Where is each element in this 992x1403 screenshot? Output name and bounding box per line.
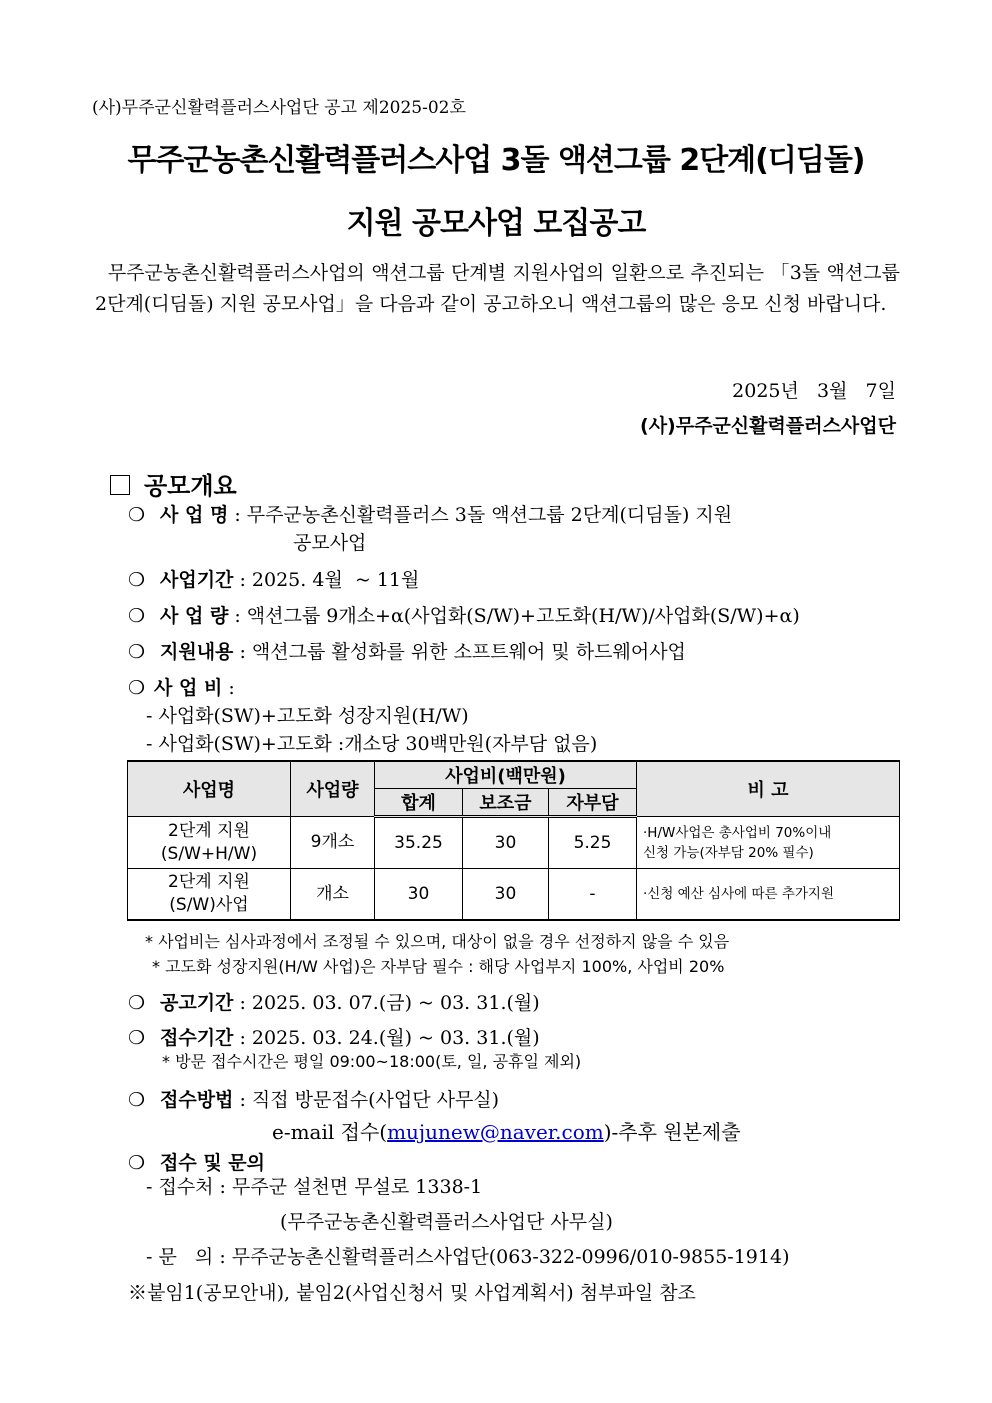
item-value: 2025. 03. 24.(월) ~ 03. 31.(월)	[251, 1027, 540, 1049]
item-label: 지원내용	[160, 641, 234, 663]
header-total: 합계	[375, 789, 463, 817]
bullet-icon: ❍	[128, 504, 146, 526]
item-value: 액션그룹 9개소+α(사업화(S/W)+고도화(H/W)/사업화(S/W)+α)	[246, 605, 800, 627]
cell-name-line1: 2단계 지원	[168, 820, 250, 841]
contact-inquiry: - 문 의 : 무주군농촌신활력플러스사업단(063-322-0996/010-9855-1914)	[146, 1246, 790, 1268]
table-row	[128, 869, 900, 921]
footnote-1: * 사업비는 심사과정에서 조정될 수 있으며, 대상이 없을 경우 선정하지 않을 수 있음	[145, 932, 730, 951]
colon: :	[239, 1027, 246, 1049]
table-row	[128, 817, 900, 869]
item-announce-period	[128, 988, 540, 1015]
cell-name-line2: (S/W+H/W)	[160, 843, 258, 864]
budget-sub1: - 사업화(SW)+고도화 성장지원(H/W)	[146, 705, 469, 727]
intro-text: 무주군농촌신활력플러스사업의 액션그룹 단계별 지원사업의 일환으로 추진되는 「3돌 액션그룹 2단계(디딤돌) 지원 공모사업」을 다음과 같이 공고하오니 액션그룹의 많은 응모 신청 바랍니다.	[95, 262, 900, 315]
item-content	[128, 637, 686, 664]
colon: :	[239, 992, 246, 1014]
budget-sub2: - 사업화(SW)+고도화 :개소당 30백만원(자부담 없음)	[146, 733, 598, 755]
item-value: 직접 방문접수(사업단 사무실)	[251, 1089, 500, 1111]
header-self: 자부담	[549, 789, 637, 817]
colon: :	[239, 569, 246, 591]
header-name: 사업명	[128, 761, 291, 817]
bullet-icon: ❍	[128, 1152, 146, 1174]
header-cost: 사업비(백만원)	[375, 761, 637, 789]
cell-subsidy: 30	[463, 817, 549, 869]
intro-paragraph	[95, 258, 900, 320]
colon: :	[234, 504, 241, 526]
section-heading	[110, 466, 237, 501]
attachment-note: ※붙임1(공모안내), 붙임2(사업신청서 및 사업계획서) 첨부파일 참조	[128, 1282, 696, 1304]
email-link[interactable]: mujunew@naver.com	[387, 1120, 604, 1144]
colon: :	[228, 677, 235, 699]
cell-self: -	[549, 869, 637, 921]
item-volume	[128, 601, 800, 628]
cell-note: ·신청 예산 심사에 따른 추가지원	[637, 869, 900, 921]
header-subsidy: 보조금	[463, 789, 549, 817]
cell-self: 5.25	[549, 817, 637, 869]
item-project-name	[128, 500, 732, 527]
cell-total: 35.25	[375, 817, 463, 869]
cell-note-line2: 신청 가능(자부담 20% 필수)	[643, 844, 814, 861]
item-label: 사업기간	[160, 569, 234, 591]
section-title: 공모개요	[144, 472, 237, 500]
cell-amount: 개소	[291, 869, 375, 921]
contact-place-office: (무주군농촌신활력플러스사업단 사무실)	[280, 1211, 613, 1233]
item-period	[128, 565, 419, 592]
bullet-icon: ❍	[128, 1027, 146, 1049]
item-label: 접수방법	[160, 1089, 234, 1111]
cell-name	[128, 817, 291, 869]
notice-number: (사)무주군신활력플러스사업단 공고 제2025-02호	[92, 98, 466, 118]
email-prefix: e-mail 접수(	[272, 1120, 388, 1144]
item-value: 2025. 03. 07.(금) ~ 03. 31.(월)	[251, 992, 540, 1014]
cell-total: 30	[375, 869, 463, 921]
cell-note	[637, 817, 900, 869]
item-budget	[128, 673, 235, 700]
cell-name	[128, 869, 291, 921]
cell-subsidy: 30	[463, 869, 549, 921]
organization-name: (사)무주군신활력플러스사업단	[640, 415, 896, 437]
bullet-icon: ❍	[128, 992, 146, 1014]
item-label: 사 업 비	[154, 677, 223, 699]
item-receipt-period	[128, 1023, 540, 1050]
budget-table	[127, 760, 900, 921]
cell-name-line1: 2단계 지원	[168, 872, 250, 892]
footnote-2: * 고도화 성장지원(H/W 사업)은 자부담 필수 : 해당 사업부지 100%, 사업비 20%	[152, 957, 725, 976]
cell-note-line1: ·H/W사업은 총사업비 70%이내	[643, 824, 832, 841]
page-title-line2: 지원 공모사업 모집공고	[346, 206, 646, 241]
item-label: 접수기간	[160, 1027, 234, 1049]
contact-place: - 접수처 : 무주군 설천면 무설로 1338-1	[146, 1176, 483, 1198]
colon: :	[239, 641, 246, 663]
checkbox-square-icon	[110, 475, 130, 495]
item-label: 사 업 명	[160, 504, 229, 526]
email-line	[272, 1116, 741, 1145]
item-receipt-method	[128, 1085, 499, 1112]
colon: :	[234, 605, 241, 627]
item-value: 액션그룹 활성화를 위한 소프트웨어 및 하드웨어사업	[251, 641, 686, 663]
header-amount: 사업량	[291, 761, 375, 817]
colon: :	[239, 1089, 246, 1111]
item-value-cont: 공모사업	[293, 532, 367, 554]
item-label: 사 업 량	[160, 605, 229, 627]
header-note: 비 고	[637, 761, 900, 817]
bullet-icon: ❍	[128, 605, 146, 627]
bullet-icon: ❍	[128, 1089, 146, 1111]
bullet-icon: ❍	[128, 569, 146, 591]
item-value: 무주군농촌신활력플러스 3돌 액션그룹 2단계(디딤돌) 지원	[246, 504, 733, 526]
receipt-time-note: * 방문 접수시간은 평일 09:00~18:00(토, 일, 공휴일 제외)	[162, 1052, 582, 1071]
email-suffix: )-추후 원본제출	[603, 1120, 741, 1144]
page-title-line1: 무주군농촌신활력플러스사업 3돌 액션그룹 2단계(디딤돌)	[127, 143, 865, 178]
bullet-icon: ❍	[128, 641, 146, 663]
item-contact	[128, 1148, 265, 1175]
item-label: 공고기간	[160, 992, 234, 1014]
cell-name-line2: (S/W)사업	[169, 895, 249, 915]
bullet-icon: ❍	[128, 677, 146, 699]
item-value: 2025. 4월 ~ 11월	[251, 569, 420, 591]
announcement-date: 2025년 3월 7일	[732, 380, 896, 402]
item-label: 접수 및 문의	[160, 1152, 265, 1174]
cell-amount: 9개소	[291, 817, 375, 869]
